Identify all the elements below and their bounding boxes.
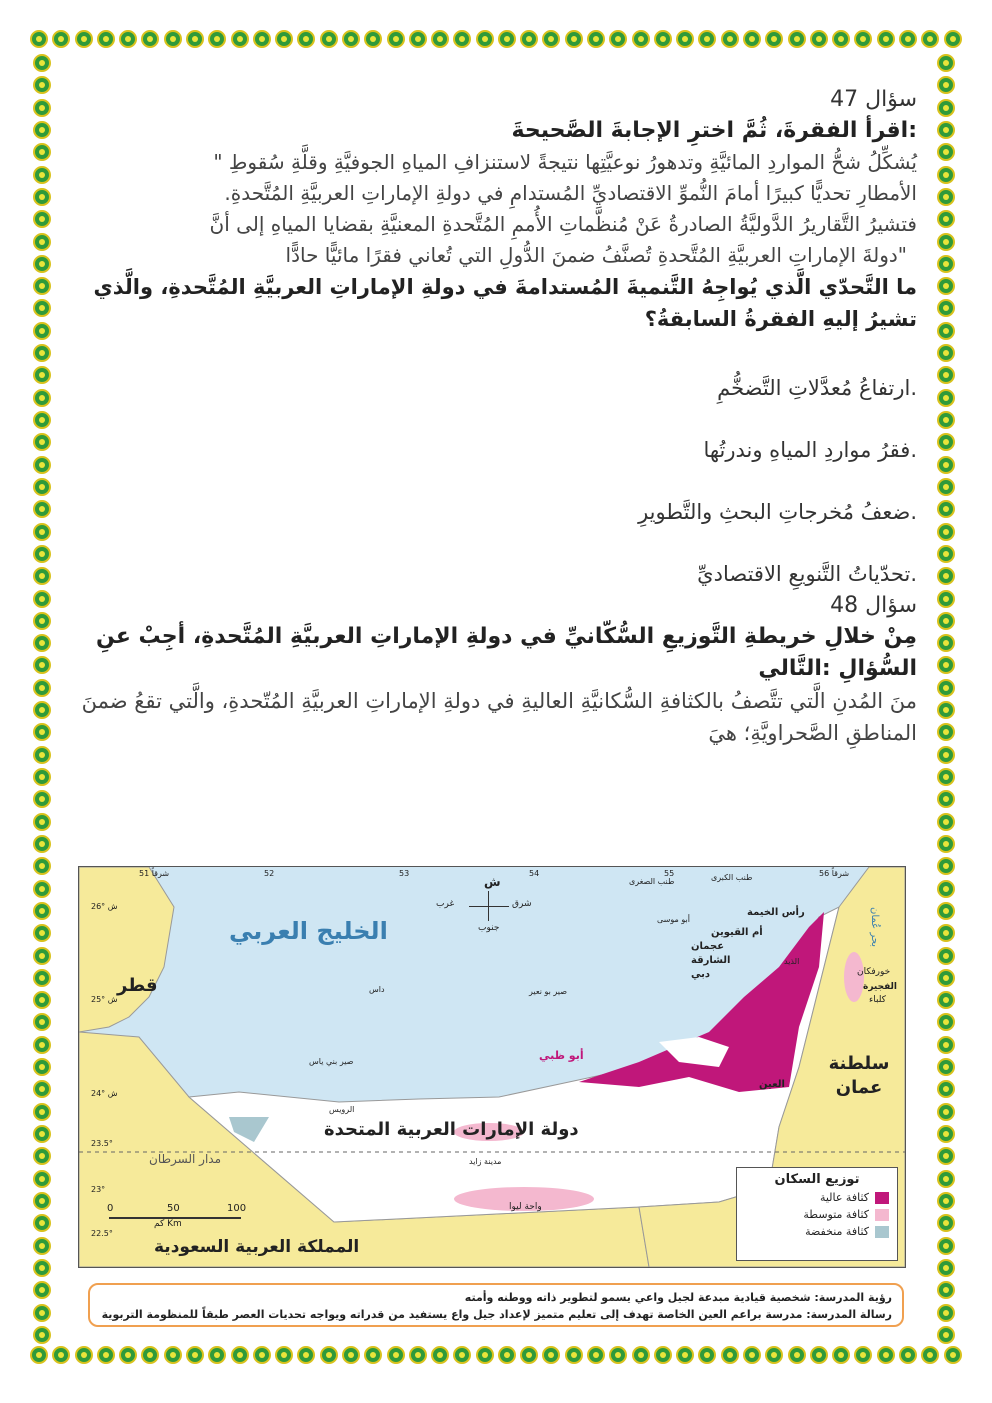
border-ornament-icon xyxy=(877,1346,895,1364)
border-ornament-icon xyxy=(937,99,955,117)
border-ornament-icon xyxy=(832,1346,850,1364)
border-ornament-icon xyxy=(33,1281,51,1299)
high-density-area xyxy=(579,912,824,1092)
border-ornament-icon xyxy=(937,523,955,541)
border-ornament-icon xyxy=(765,30,783,48)
legend-item xyxy=(737,1221,897,1238)
border-ornament-icon xyxy=(937,1281,955,1299)
border-ornament-icon xyxy=(364,30,382,48)
legend-label: كثافة متوسطة xyxy=(803,1208,869,1221)
border-ornament-icon xyxy=(632,1346,650,1364)
border-ornament-icon xyxy=(937,54,955,72)
answer-option-4[interactable]: .تحدّياتُ التَّنويعِ الاقتصاديِّ xyxy=(697,562,917,586)
border-right xyxy=(937,54,961,1344)
border-ornament-icon xyxy=(33,500,51,518)
border-ornament-icon xyxy=(453,30,471,48)
border-ornament-icon xyxy=(877,30,895,48)
border-ornament-icon xyxy=(937,813,955,831)
border-ornament-icon xyxy=(297,30,315,48)
border-ornament-icon xyxy=(937,924,955,942)
border-ornament-icon xyxy=(937,590,955,608)
answer-option-2[interactable]: .فقرُ مواردِ المياهِ وندرتُها xyxy=(703,438,917,462)
border-ornament-icon xyxy=(33,590,51,608)
border-ornament-icon xyxy=(937,679,955,697)
border-ornament-icon xyxy=(231,30,249,48)
border-ornament-icon xyxy=(33,1125,51,1143)
city-al-ain: العين xyxy=(759,1079,785,1090)
border-ornament-icon xyxy=(119,1346,137,1364)
border-ornament-icon xyxy=(937,656,955,674)
border-ornament-icon xyxy=(937,389,955,407)
border-ornament-icon xyxy=(937,746,955,764)
border-ornament-icon xyxy=(33,857,51,875)
border-ornament-icon xyxy=(75,1346,93,1364)
border-ornament-icon xyxy=(937,947,955,965)
border-ornament-icon xyxy=(565,30,583,48)
scale-mark-0: 0 xyxy=(107,1203,114,1214)
longitude-label: 51 شرقاً xyxy=(139,869,170,878)
border-ornament-icon xyxy=(164,30,182,48)
border-ornament-icon xyxy=(520,1346,538,1364)
medium-density-east xyxy=(844,952,864,1002)
border-ornament-icon xyxy=(937,1080,955,1098)
border-ornament-icon xyxy=(765,1346,783,1364)
question-47-paragraph xyxy=(75,147,917,271)
border-ornament-icon xyxy=(75,30,93,48)
border-ornament-icon xyxy=(33,366,51,384)
border-ornament-icon xyxy=(33,1192,51,1210)
border-ornament-icon xyxy=(937,143,955,161)
border-ornament-icon xyxy=(937,612,955,630)
border-ornament-icon xyxy=(937,790,955,808)
border-ornament-icon xyxy=(565,1346,583,1364)
border-ornament-icon xyxy=(899,1346,917,1364)
border-ornament-icon xyxy=(141,1346,159,1364)
longitude-label: 55 xyxy=(664,869,675,878)
border-ornament-icon xyxy=(33,1147,51,1165)
border-ornament-icon xyxy=(676,30,694,48)
border-ornament-icon xyxy=(33,880,51,898)
border-ornament-icon xyxy=(387,1346,405,1364)
border-ornament-icon xyxy=(937,299,955,317)
border-ornament-icon xyxy=(33,1326,51,1344)
border-ornament-icon xyxy=(33,121,51,139)
gulf-oman-label: بحر عُمان xyxy=(869,907,880,948)
border-ornament-icon xyxy=(33,478,51,496)
border-ornament-icon xyxy=(33,902,51,920)
gulf-label: الخليج العربي xyxy=(229,917,388,945)
paragraph-line: يُشكِّلُ شحُّ المواردِ المائيَّةِ وتدهورُ نوعيَّتِها نتيجةً لاستنزافِ المياهِ الجوفيَّةِ وقلَّةِ سُقوطِ " xyxy=(213,150,917,174)
border-ornament-icon xyxy=(937,835,955,853)
border-ornament-icon xyxy=(33,545,51,563)
border-ornament-icon xyxy=(33,790,51,808)
border-ornament-icon xyxy=(33,523,51,541)
border-ornament-icon xyxy=(97,1346,115,1364)
border-ornament-icon xyxy=(937,456,955,474)
border-ornament-icon xyxy=(33,969,51,987)
compass-west: غرب xyxy=(436,899,455,909)
border-ornament-icon xyxy=(937,1304,955,1322)
latitude-label: 23.5° xyxy=(91,1139,113,1148)
island-label: أبو موسى xyxy=(657,915,690,924)
latitude-label: 25° ش xyxy=(91,995,118,1004)
legend-item xyxy=(737,1204,897,1221)
qatar-label: قطر xyxy=(117,975,158,996)
border-ornament-icon xyxy=(253,30,271,48)
border-ornament-icon xyxy=(33,1259,51,1277)
border-ornament-icon xyxy=(937,768,955,786)
scale-mark-50: 50 xyxy=(167,1203,180,1214)
border-ornament-icon xyxy=(33,255,51,273)
latitude-label: 22.5° xyxy=(91,1229,113,1238)
school-mission: رسالة المدرسة: مدرسة براعم العين الخاصة تهدف إلى تعليم متميز لإعداد جيل واع يستفيد من قدراته ويواجه تحديات العصر طبقاً للمنظومة التربوية xyxy=(101,1308,892,1321)
city-ruwais: الرويس xyxy=(329,1105,355,1114)
border-ornament-icon xyxy=(141,30,159,48)
qatar-land xyxy=(79,867,174,1032)
compass-north: ش xyxy=(484,875,501,889)
border-ornament-icon xyxy=(33,634,51,652)
paragraph-line: الأمطارِ تحديًّا كبيرًا أمامَ النُّموِّ الاقتصاديِّ المُستدامِ في دولةِ الإماراتِ العربيَّةِ المُتَّحدةِ. xyxy=(224,181,917,205)
longitude-label: 52 xyxy=(264,869,275,878)
border-ornament-icon xyxy=(937,76,955,94)
border-ornament-icon xyxy=(937,567,955,585)
border-ornament-icon xyxy=(937,255,955,273)
border-ornament-icon xyxy=(654,30,672,48)
legend-label: كثافة عالية xyxy=(819,1191,869,1204)
border-ornament-icon xyxy=(937,857,955,875)
question-48-number: سؤال 48 xyxy=(830,593,917,618)
border-ornament-icon xyxy=(33,924,51,942)
border-ornament-icon xyxy=(810,1346,828,1364)
border-ornament-icon xyxy=(520,30,538,48)
latitude-label: 23° xyxy=(91,1185,106,1194)
border-ornament-icon xyxy=(788,1346,806,1364)
border-ornament-icon xyxy=(854,1346,872,1364)
city-fujairah: الفجيرة xyxy=(863,982,898,992)
border-ornament-icon xyxy=(698,1346,716,1364)
city-dubai: دبي xyxy=(691,969,711,980)
border-ornament-icon xyxy=(33,656,51,674)
question-47-text: ما التَّحدّي الَّذي يُواجِهُ التَّنميةَ المُستدامةَ في دولةِ الإماراتِ العربيَّةِ المُتَّحدةِ، والَّذي تشيرُ إليهِ الفقرةُ السابقةُ؟ xyxy=(93,275,917,331)
border-ornament-icon xyxy=(937,723,955,741)
border-ornament-icon xyxy=(937,411,955,429)
border-left xyxy=(33,54,57,1344)
border-ornament-icon xyxy=(364,1346,382,1364)
border-ornament-icon xyxy=(937,210,955,228)
border-ornament-icon xyxy=(498,30,516,48)
border-ornament-icon xyxy=(937,500,955,518)
compass-cross-h xyxy=(469,906,509,907)
border-ornament-icon xyxy=(33,166,51,184)
border-ornament-icon xyxy=(476,30,494,48)
border-ornament-icon xyxy=(33,322,51,340)
border-ornament-icon xyxy=(33,188,51,206)
border-ornament-icon xyxy=(854,30,872,48)
border-ornament-icon xyxy=(937,1147,955,1165)
border-ornament-icon xyxy=(587,1346,605,1364)
scale-bar xyxy=(107,1203,259,1233)
border-ornament-icon xyxy=(33,277,51,295)
border-ornament-icon xyxy=(632,30,650,48)
border-ornament-icon xyxy=(33,456,51,474)
border-ornament-icon xyxy=(33,991,51,1009)
border-ornament-icon xyxy=(810,30,828,48)
border-top xyxy=(30,30,962,54)
border-ornament-icon xyxy=(937,880,955,898)
border-ornament-icon xyxy=(937,188,955,206)
border-ornament-icon xyxy=(944,1346,962,1364)
border-ornament-icon xyxy=(542,1346,560,1364)
border-ornament-icon xyxy=(937,1214,955,1232)
border-ornament-icon xyxy=(937,634,955,652)
city-khor-fakkan: خورفكان xyxy=(857,967,891,977)
question-48-text: منَ المُدنِ الَّتي تتَّصفُ بالكثافةِ السُّكانيَّةِ العاليةِ في دولةِ الإماراتِ العربيَّةِ المُتّحدةِ، والَّتي تقعُ ضمنَ المناطقِ الصَّحراويَّةِ؛ هيَ xyxy=(81,689,917,745)
border-ornament-icon xyxy=(609,30,627,48)
border-ornament-icon xyxy=(832,30,850,48)
border-ornament-icon xyxy=(275,30,293,48)
city-madinat-zayed: مدينة زايد xyxy=(469,1157,502,1166)
border-ornament-icon xyxy=(33,679,51,697)
border-ornament-icon xyxy=(409,30,427,48)
city-sharjah: الشارقة xyxy=(691,955,731,966)
border-ornament-icon xyxy=(33,746,51,764)
border-ornament-icon xyxy=(33,1058,51,1076)
tropic-label: مدار السرطان xyxy=(149,1152,222,1166)
border-ornament-icon xyxy=(320,30,338,48)
compass-east: شرق xyxy=(512,899,532,909)
border-ornament-icon xyxy=(431,1346,449,1364)
border-ornament-icon xyxy=(33,1304,51,1322)
border-ornament-icon xyxy=(409,1346,427,1364)
border-ornament-icon xyxy=(52,30,70,48)
legend-swatch-low xyxy=(875,1226,889,1238)
longitude-label: 54 xyxy=(529,869,540,878)
border-bottom xyxy=(30,1346,962,1370)
border-ornament-icon xyxy=(33,210,51,228)
border-ornament-icon xyxy=(33,768,51,786)
map-legend xyxy=(736,1167,898,1261)
city-ajman: عجمان xyxy=(691,941,725,952)
border-ornament-icon xyxy=(30,1346,48,1364)
border-ornament-icon xyxy=(937,433,955,451)
border-ornament-icon xyxy=(937,166,955,184)
border-ornament-icon xyxy=(33,1080,51,1098)
border-ornament-icon xyxy=(654,1346,672,1364)
border-ornament-icon xyxy=(33,1237,51,1255)
border-ornament-icon xyxy=(937,969,955,987)
border-ornament-icon xyxy=(937,1058,955,1076)
scale-unit: كم Km xyxy=(154,1219,182,1229)
border-ornament-icon xyxy=(33,723,51,741)
city-umm-al-quwain: أم القيوين xyxy=(711,927,763,938)
school-footer xyxy=(88,1283,904,1327)
compass xyxy=(436,875,532,935)
border-ornament-icon xyxy=(33,1013,51,1031)
scale-mark-100: 100 xyxy=(227,1203,247,1214)
border-ornament-icon xyxy=(937,344,955,362)
border-ornament-icon xyxy=(498,1346,516,1364)
border-ornament-icon xyxy=(937,1326,955,1344)
border-ornament-icon xyxy=(297,1346,315,1364)
border-ornament-icon xyxy=(33,813,51,831)
saudi-label: المملكة العربية السعودية xyxy=(154,1237,360,1257)
border-ornament-icon xyxy=(453,1346,471,1364)
border-ornament-icon xyxy=(937,545,955,563)
latitude-label: 24° ش xyxy=(91,1089,118,1098)
border-ornament-icon xyxy=(676,1346,694,1364)
city-al-dhaid: الذيد xyxy=(784,957,800,966)
border-ornament-icon xyxy=(208,1346,226,1364)
border-ornament-icon xyxy=(253,1346,271,1364)
border-ornament-icon xyxy=(119,30,137,48)
border-ornament-icon xyxy=(33,1036,51,1054)
question-47-instruction: :اقرأ الفقرةَ، ثُمَّ اخترِ الإجابةَ الصَّحيحةَ xyxy=(511,118,917,143)
question-47-number: سؤال 47 xyxy=(830,87,917,112)
worksheet-content xyxy=(75,85,917,749)
border-ornament-icon xyxy=(33,567,51,585)
compass-south: جنوب xyxy=(478,923,500,933)
legend-title: توزيع السكان xyxy=(774,1172,860,1187)
border-ornament-icon xyxy=(33,76,51,94)
border-ornament-icon xyxy=(186,30,204,48)
border-ornament-icon xyxy=(937,478,955,496)
legend-item xyxy=(737,1187,897,1204)
paragraph-line: "دولةَ الإماراتِ العربيَّةِ المُتَّحدةِ تُصنَّفُ ضمنَ الدُّولِ التي تُعاني فقرًا مائيًّا حادًّا xyxy=(285,243,907,267)
border-ornament-icon xyxy=(476,1346,494,1364)
border-ornament-icon xyxy=(788,30,806,48)
uae-label: دولة الإمارات العربية المتحدة xyxy=(324,1119,579,1140)
island-label: داس xyxy=(369,985,385,994)
city-ras-al-khaimah: رأس الخيمة xyxy=(747,907,805,918)
border-ornament-icon xyxy=(33,1214,51,1232)
border-ornament-icon xyxy=(937,902,955,920)
border-ornament-icon xyxy=(231,1346,249,1364)
border-ornament-icon xyxy=(275,1346,293,1364)
border-ornament-icon xyxy=(609,1346,627,1364)
border-ornament-icon xyxy=(320,1346,338,1364)
border-ornament-icon xyxy=(944,30,962,48)
border-ornament-icon xyxy=(921,30,939,48)
legend-swatch-high xyxy=(875,1192,889,1204)
island-label: صير بني ياس xyxy=(309,1057,354,1066)
border-ornament-icon xyxy=(431,30,449,48)
border-ornament-icon xyxy=(33,99,51,117)
border-ornament-icon xyxy=(937,121,955,139)
city-liwa: واحة ليوا xyxy=(509,1202,542,1212)
border-ornament-icon xyxy=(937,1192,955,1210)
border-ornament-icon xyxy=(698,30,716,48)
border-ornament-icon xyxy=(937,991,955,1009)
question-48-instruction: مِنْ خلالِ خريطةِ التَّوزيعِ السُّكّانيِّ في دولةِ الإماراتِ العربيَّةِ المُتَّحدةِ، أجِبْ عنِ السُّؤالِ :التَّالي xyxy=(96,624,917,681)
border-ornament-icon xyxy=(387,30,405,48)
border-ornament-icon xyxy=(186,1346,204,1364)
border-ornament-icon xyxy=(52,1346,70,1364)
longitude-label: 56 شرقاً xyxy=(819,869,850,878)
border-ornament-icon xyxy=(937,1103,955,1121)
border-ornament-icon xyxy=(342,30,360,48)
city-abu-dhabi: أبو ظبي xyxy=(539,1049,584,1062)
paragraph-line: فتشيرُ التَّقاريرُ الدَّوليَّةُ الصادرةُ عَنْ مُنظَّماتِ الأُممِ المُتَّحدةِ المعنيَّةِ بقضايا المياهِ إلى أنَّ xyxy=(209,212,917,236)
border-ornament-icon xyxy=(33,835,51,853)
border-ornament-icon xyxy=(342,1346,360,1364)
population-map xyxy=(78,866,906,1268)
legend-label: كثافة منخفضة xyxy=(805,1225,869,1238)
border-ornament-icon xyxy=(164,1346,182,1364)
border-ornament-icon xyxy=(33,947,51,965)
border-ornament-icon xyxy=(743,30,761,48)
island-label: طنب الصغرى xyxy=(629,877,675,886)
border-ornament-icon xyxy=(937,1036,955,1054)
border-ornament-icon xyxy=(30,30,48,48)
border-ornament-icon xyxy=(899,30,917,48)
border-ornament-icon xyxy=(33,54,51,72)
border-ornament-icon xyxy=(33,1103,51,1121)
border-ornament-icon xyxy=(937,1125,955,1143)
border-ornament-icon xyxy=(721,1346,739,1364)
answer-option-1[interactable]: .ارتفاعُ مُعدَّلاتِ التَّضخُّمِ xyxy=(717,376,917,400)
border-ornament-icon xyxy=(937,277,955,295)
border-ornament-icon xyxy=(33,389,51,407)
border-ornament-icon xyxy=(937,1237,955,1255)
answer-option-3[interactable]: .ضعفُ مُخرجاتِ البحثِ والتَّطويرِ xyxy=(638,500,917,524)
border-ornament-icon xyxy=(921,1346,939,1364)
oman-label: سلطنة عمان xyxy=(828,1053,890,1098)
longitude-label: 53 xyxy=(399,869,410,878)
border-ornament-icon xyxy=(937,1259,955,1277)
border-ornament-icon xyxy=(587,30,605,48)
island-label: طنب الكبرى xyxy=(711,873,753,882)
border-ornament-icon xyxy=(33,411,51,429)
border-ornament-icon xyxy=(208,30,226,48)
border-ornament-icon xyxy=(33,143,51,161)
border-ornament-icon xyxy=(937,366,955,384)
city-kalba: كلباء xyxy=(869,995,886,1005)
border-ornament-icon xyxy=(721,30,739,48)
border-ornament-icon xyxy=(33,701,51,719)
latitude-label: 26° ش xyxy=(91,902,118,911)
border-ornament-icon xyxy=(33,433,51,451)
border-ornament-icon xyxy=(97,30,115,48)
island-label: صير بو نعير xyxy=(529,987,567,996)
border-ornament-icon xyxy=(33,612,51,630)
border-ornament-icon xyxy=(937,1013,955,1031)
border-ornament-icon xyxy=(33,1170,51,1188)
border-ornament-icon xyxy=(743,1346,761,1364)
border-ornament-icon xyxy=(937,1170,955,1188)
legend-swatch-medium xyxy=(875,1209,889,1221)
border-ornament-icon xyxy=(937,701,955,719)
border-ornament-icon xyxy=(937,233,955,251)
border-ornament-icon xyxy=(33,233,51,251)
border-ornament-icon xyxy=(33,344,51,362)
border-ornament-icon xyxy=(542,30,560,48)
border-ornament-icon xyxy=(33,299,51,317)
border-ornament-icon xyxy=(937,322,955,340)
school-vision: رؤية المدرسة: شخصية قيادية مبدعة لجيل واعي يسمو لتطوير ذاته ووطنه وأمته xyxy=(464,1291,892,1304)
